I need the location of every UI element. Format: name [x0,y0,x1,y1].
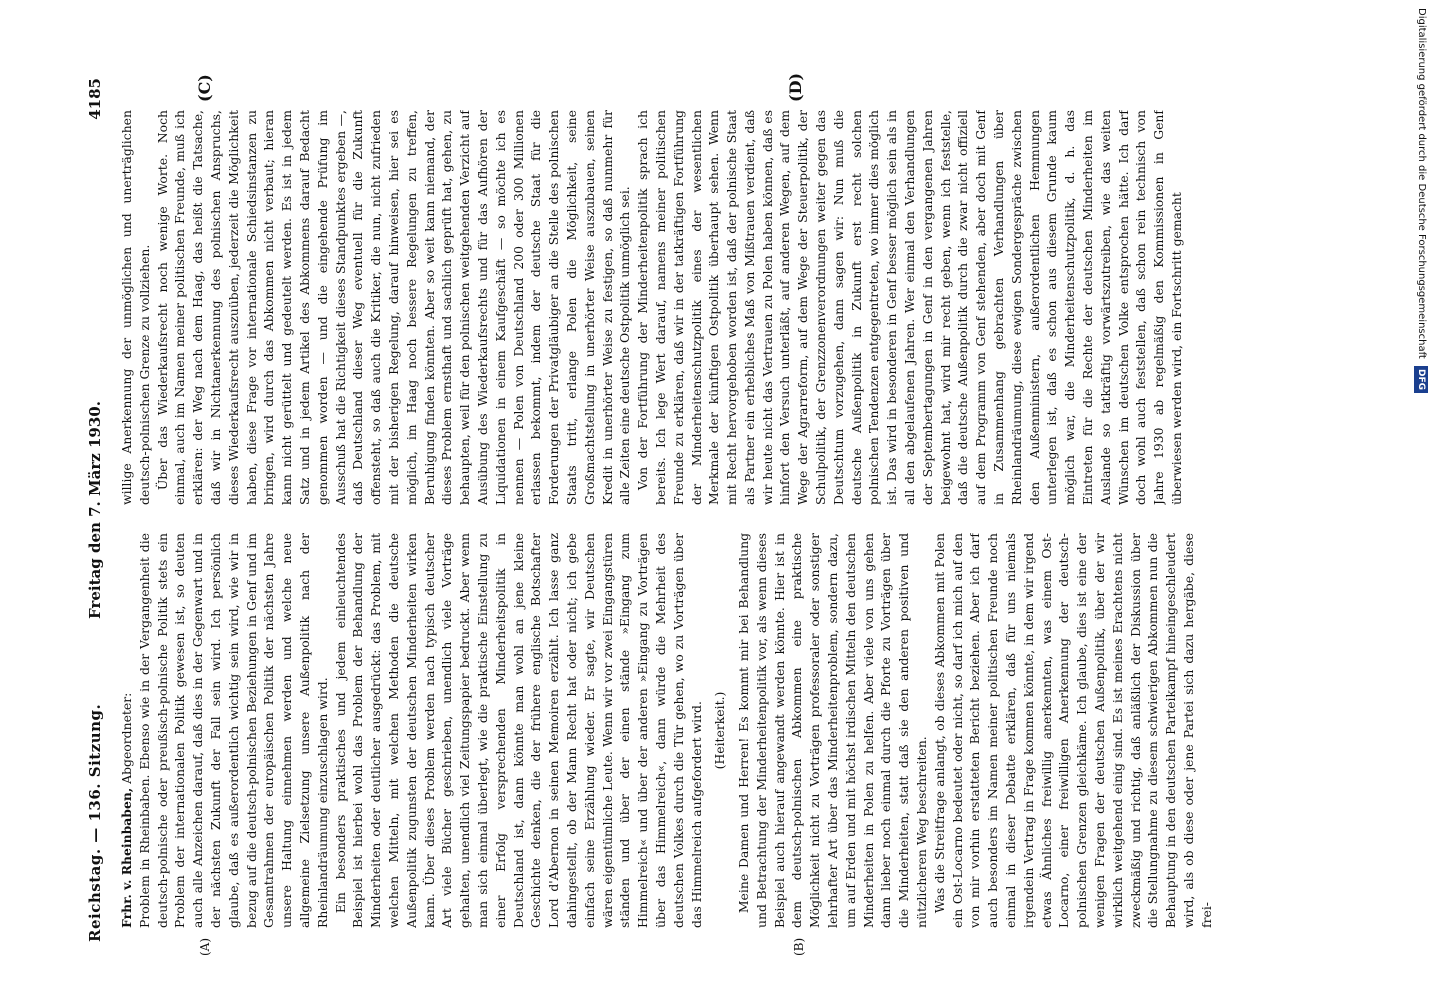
rotated-page-content [80,60,1420,960]
speaker-line [118,533,136,928]
paragraph: Über das Wiederkaufsrecht noch wenige Worte. Noch einmal, auch im Namen meiner politischen Freunde, muß ich erklären: der Weg nach dem Haag, das heißt die Tatsache, daß wir in Nichtanerkennung des polnischen Anspruchs, dieses Wiederkaufsrecht auszuüben, jederzeit die Möglichkeit haben, diese Frage vor internationale Schiedsinstanzen zu bringen, wird durch das Abkommen nicht verbaut; hieran kann nicht gerüttelt und gedeutelt werden. Es ist in jedem Satz und in jedem Artikel des Abkommens darauf Bedacht genommen worden — und die eingehende Prüfung im Ausschuß hat die Richtigkeit dieses Standpunktes ergeben —, daß Deutschland dieser Weg eventuell für die Zukunft offensteht, so daß auch die Kritiker, die nun, nicht zufrieden mit der bisherigen Regelung, darauf hinweisen, hier sei es möglich, im Haag noch bessere Regelungen zu treffen, Beruhigung finden könnten. Aber so weit kann niemand, der dieses Problem ernsthaft und sachlich geprüft hat, gehen, zu behaupten, weil für den polnischen weitgehenden Verzicht auf Ausübung des Wiederkaufsrechts und für das Aufhören der Liquidationen in einem Kaufgeschäft — so möchte ich es nennen — Polen von Deutschland 200 oder 300 Millionen erlassen bekommt, indem der deutsche Staat für die Forderungen der Privatgläubiger an die Stelle des polnischen Staats tritt, erlange Polen die Möglichkeit, seine Großmachtstellung in unerhörter Weise auszubauen, seinen Kredit in unerhörter Weise zu festigen, so daß nunmehr für alle Zeiten eine deutsche Ostpolitik unmöglich sei. [154,110,633,505]
heiterkeit-note: (Heiterkeit.) [712,691,728,770]
paragraph: Von der Fortführung der Minderheitenpolitik sprach ich bereits. Ich lege Wert darauf, namens meiner politischen Freunde zu erklären, daß wir in der tatkräftigen Fortführung der Minderheitenschutzpolitik eines der wesentlichen Merkmale der künftigen Ostpolitik überhaupt sehen. Wenn mit Recht hervorgehoben worden ist, daß der polnische Staat als Partner ein erhebliches Maß von Mißtrauen verdient, daß wir heute nicht das Vertrauen zu Polen haben können, daß es hinfort den Versuch unterläßt, auf anderen Wegen, auf dem Wege der Agrarreform, auf dem Wege der Steuerpolitik, der Schulpolitik, der Grenzzonenverordnungen weiter gegen das Deutschtum vorzugehen, dann sagen wir: Nun muß die deutsche Außenpolitik in Zukunft erst recht solchen polnischen Tendenzen entgegentreten, wo immer dies möglich ist. Das wird in besonderen in Genf besser möglich sein als in all den abgelaufenen Jahren. Wer einmal den Verhandlungen der Septembertagungen in Genf in den vergangenen Jahren beigewohnt hat, wird mir recht geben, wenn ich feststelle, daß die deutsche Außenpolitik durch die zwar nicht offiziell auf dem Programm von Genf stehenden, aber doch mit Genf in Zusammenhang gebrachten Verhandlungen über Rheinlandräumung, diese ewigen Sondergespräche zwischen den Außenministern, außerordentlichen Hemmungen unterlegen ist, daß es schon aus diesem Grunde kaum möglich war, die Minderheitenschutzpolitik, d. h. das Eintreten für die Rechte der deutschen Minderheiten im Auslande so tatkräftig vorwärtszutreiben, wie das weiten Wünschen im deutschen Volke entsprochen hätte. Ich darf doch wohl auch feststellen, daß schon rein technisch von Jahre 1930 ab regelmäßig den Kommissionen in Genf überwiesen werden wird, ein Fortschritt gemacht [635,110,1185,505]
dfg-logo: DFG [1414,366,1428,393]
paragraph: Meine Damen und Herren! Es kommt mir bei Behandlung und Betrachtung der Minderheitenpolitik vor, als wenn dieses Beispiel auch hierauf angewandt werden könnte. Hier ist in dem deutsch-polnischen Abkommen eine praktische Möglichkeit nicht zu Vorträgen professoraler oder sonstiger lehrhafter Art über das Minderheitenproblem, sondern dazu, um auf Erden und mit höchst irdischen Mitteln den deutschen Minderheiten in Polen zu helfen. Aber viele von uns gehen dann lieber noch einmal durch die Pforte zu Vorträgen über die Minderheiten, statt daß sie den anderen positiven und nützlicheren Weg beschreiten. [736,533,930,928]
paragraph: willige Anerkennung der unmöglichen und unerträglichen deutsch-polnischen Grenze zu vollziehen. [119,110,152,505]
page-header [86,78,110,942]
margin-marker-b: (B) [792,937,806,956]
paragraph: Ein besonders praktisches und jedem einleuchtendes Beispiel ist hierbei wohl das Problem der Behandlung der Minderheiten oder deutlicher ausgedrückt: das Problem, mit welchen Mitteln, mit welchen Methoden die deutsche Außenpolitik zugunsten der deutschen Minderheiten wirken kann. Über dieses Problem werden nach typisch deutscher Art viele Bücher geschrieben, unendlich viele Vorträge gehalten, unendlich viel Zeitungspapier bedruckt. Aber wenn man sich einmal überlegt, wie die praktische Einstellung zu einer Erfolg versprechenden Minderheitspolitik in Deutschland ist, dann könnte man wohl an jene kleine Geschichte denken, die der frühere englische Botschafter Lord d'Abernon in seinen Memoiren erzählt. Ich lasse ganz dahingestellt, ob der Mann Recht hat oder nicht; ich gebe einfach seine Erzählung wieder. Er sagte, wir Deutschen wären eigentümliche Leute. Wenn wir vor zwei Eingangstüren ständen und über der einen stände »Eingang zum Himmelreich« und über der anderen »Eingang zu Vorträgen über das Himmelreich«, dann würde die Mehrheit des deutschen Volkes durch die Tür gehen, wo zu Vorträgen über das Himmelreich aufgefordert wird. [332,533,704,928]
header-left: Reichstag. — 136. Sitzung. [86,703,104,942]
left-column [118,533,1408,928]
margin-marker-c: (C) [195,74,214,102]
right-column [118,110,1408,505]
speaker-role: Abgeordneter: [119,692,134,784]
header-date: Freitag den 7. März 1930. [86,401,104,619]
margin-marker-a: (A) [198,937,212,956]
paragraph: Problem in Rheinbaben. Ebenso wie in der Vergangenheit die deutsch-polnische oder preußisch-polnische Politik stets ein Problem der internationalen Politik gewesen ist, so deuten auch alle Anzeichen darauf, daß dies in der Gegenwart und in der nächsten Zukunft der Fall sein wird. Ich persönlich glaube, daß es außerordentlich wichtig sein wird, wie wir in bezug auf die deutsch-polnischen Beziehungen in Genf und im Gesamtrahmen der europäischen Politik der nächsten Jahre unsere Haltung einnehmen werden und welche neue allgemeine Zielsetzung unsere Außenpolitik nach der Rheinlandräumung einzuschlagen wird. [136,533,330,928]
speaker-name: Frhr. v. Rheinbaben, [119,787,134,928]
digitization-note-text: Digitalisierung gefördert durch die Deutsche Forschungsgemeinschaft [1416,8,1427,359]
paragraph: Was die Streitfrage anlangt, ob dieses Abkommen mit Polen ein Ost-Locarno bedeutet oder nicht, so darf ich mich auf den von mir vorhin erstatteten Bericht beziehen. Aber ich darf auch besonders im Namen meiner politischen Freunde noch einmal in dieser Debatte erklären, daß für uns niemals irgendein Vertrag in Frage kommen könnte, in dem wir irgend etwas Ähnliches freiwillig anerkennten, was einem Ost-Locarno, einer freiwilligen Anerkennung der deutsch-polnischen Grenzen gleichkäme. Ich glaube, dies ist eine der wenigen Fragen der deutschen Außenpolitik, über der wir wirklich weitgehend einig sind. Es ist meines Erachtens nicht zweckmäßig und richtig, daß anläßlich der Diskussion über die Stellungnahme zu diesem schwierigen Abkommen nun die Behauptung in den deutschen Parteikampf hineingeschleudert wird, als ob diese oder jene Partei sich dazu hergäbe, diese frei- [931,533,1214,928]
digitization-note [1414,8,1428,992]
margin-marker-d: (D) [786,72,805,102]
page-number: 4185 [86,78,104,120]
